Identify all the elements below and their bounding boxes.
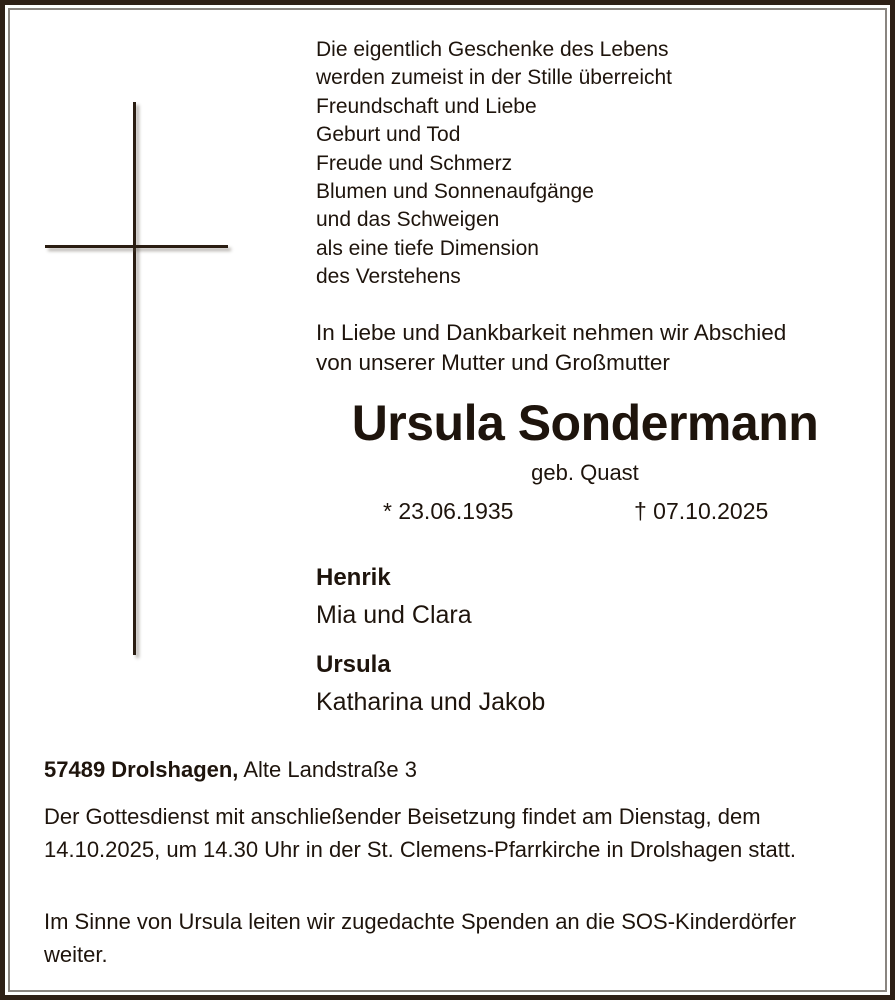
poem-line: Blumen und Sonnenaufgänge <box>316 180 594 204</box>
poem-line: Die eigentlich Geschenke des Lebens <box>316 38 669 61</box>
poem-line: werden zumeist in der Stille überreicht <box>316 66 672 90</box>
farewell-intro <box>316 318 786 378</box>
address <box>44 757 417 783</box>
family-children: Mia und Clara <box>316 601 472 629</box>
family-member-name: Henrik <box>316 564 391 591</box>
birth-date: * 23.06.1935 <box>383 498 514 524</box>
family-member-name: Ursula <box>316 651 391 678</box>
address-street: Alte Landstraße 3 <box>238 757 417 782</box>
donation-notice: Im Sinne von Ursula leiten wir zugedachte Spenden an die SOS-Kinderdörfer weiter. <box>44 909 797 967</box>
family-children: Katharina und Jakob <box>316 688 546 716</box>
poem-line: Freude und Schmerz <box>316 151 513 175</box>
service-notice: Der Gottesdienst mit anschließender Beisetzung findet am Dienstag, dem 14.10.2025, um 14.30 Uhr in der St. Clemens-Pfarrkirche in Drolshagen statt. <box>44 804 797 862</box>
maiden-name: geb. Quast <box>531 460 639 485</box>
poem <box>316 36 672 292</box>
poem-line: Geburt und Tod <box>316 123 461 147</box>
cross-horizontal-bar <box>45 245 228 248</box>
poem-line: Freundschaft und Liebe <box>316 94 537 118</box>
cross-vertical-bar <box>133 102 136 655</box>
poem-line: als eine tiefe Dimension <box>316 236 539 260</box>
poem-line: des Verstehens <box>316 265 461 289</box>
intro-line: von unserer Mutter und Großmutter <box>316 350 670 375</box>
intro-line: In Liebe und Dankbarkeit nehmen wir Abschied <box>316 320 787 345</box>
poem-line: und das Schweigen <box>316 208 500 232</box>
death-date: † 07.10.2025 <box>634 498 769 524</box>
deceased-name: Ursula Sondermann <box>351 395 819 451</box>
address-city: 57489 Drolshagen, <box>44 757 239 782</box>
